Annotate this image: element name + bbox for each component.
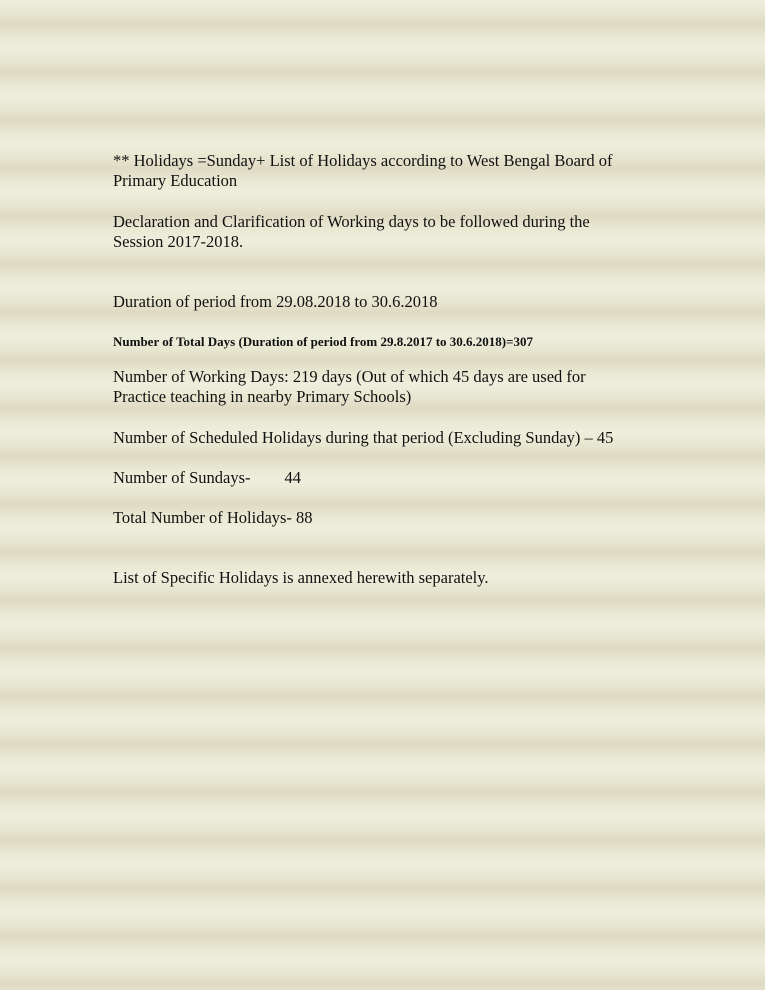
annex-note-text: List of Specific Holidays is annexed herewith separately. [113,568,489,587]
holidays-note-line-2: Primary Education [113,171,238,190]
total-holidays-text: Total Number of Holidays- 88 [113,508,313,527]
total-days-text: Number of Total Days (Duration of period from 29.8.2017 to 30.6.2018)=307 [113,334,534,349]
declaration-line-2: Session 2017-2018. [113,232,244,251]
sundays-value: 44 [284,468,301,487]
scheduled-holidays-text: Number of Scheduled Holidays during that period (Excluding Sunday) – 45 [113,428,614,447]
working-days-line-1: Number of Working Days: 219 days (Out of which 45 days are used for [113,367,586,386]
duration-text: Duration of period from 29.08.2018 to 30.6.2018 [113,292,438,311]
holidays-note-line-1: ** Holidays =Sunday+ List of Holidays according to West Bengal Board of [113,151,613,170]
declaration-line-1: Declaration and Clarification of Working days to be followed during the [113,212,590,231]
sundays-row [113,468,673,488]
working-days-line-2: Practice teaching in nearby Primary Schools) [113,387,412,406]
sundays-label: Number of Sundays- [113,468,251,487]
